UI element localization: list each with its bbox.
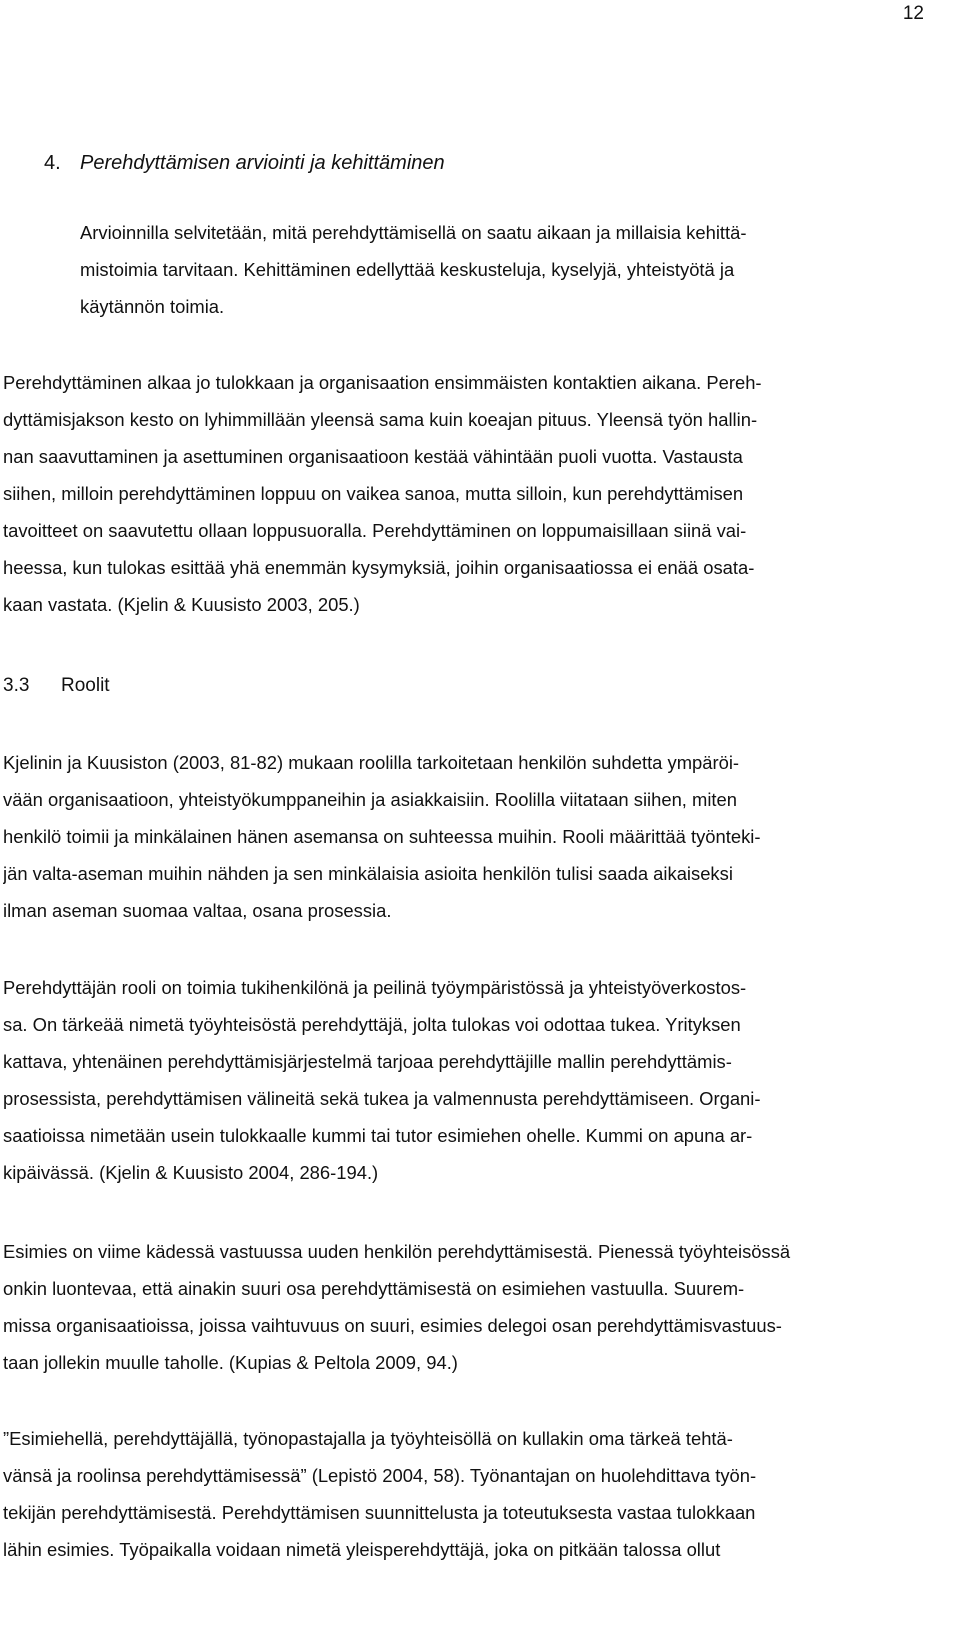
text-line: Arvioinnilla selvitetään, mitä perehdyttämisellä on saatu aikaan ja millaisia kehittä- <box>80 222 747 243</box>
text-line: sa. On tärkeää nimetä työyhteisöstä perehdyttäjä, jolta tulokas voi odottaa tukea. Yrityksen <box>3 1014 741 1035</box>
section-heading-number: 4. <box>44 152 61 174</box>
text-line: saatioissa nimetään usein tulokkaalle kummi tai tutor esimiehen ohelle. Kummi on apuna ar- <box>3 1125 753 1146</box>
text-line: tekijän perehdyttämisestä. Perehdyttämisen suunnittelusta ja toteutuksesta vastaa tulokkaan <box>3 1502 756 1523</box>
subsection-heading-title: Roolit <box>61 675 110 696</box>
section-heading <box>44 150 445 176</box>
text-line: ilman aseman suomaa valtaa, osana prosessia. <box>3 900 392 921</box>
section-heading-title: Perehdyttämisen arviointi ja kehittäminen <box>80 152 445 174</box>
text-line: Kjelinin ja Kuusiston (2003, 81-82) mukaan roolilla tarkoitetaan henkilön suhdetta ympäröi- <box>3 752 740 773</box>
text-line: kipäivässä. (Kjelin & Kuusisto 2004, 286-194.) <box>3 1162 379 1183</box>
text-line: taan jollekin muulle taholle. (Kupias & Peltola 2009, 94.) <box>3 1352 458 1373</box>
text-line: kaan vastata. (Kjelin & Kuusisto 2003, 205.) <box>3 594 360 615</box>
text-line: Perehdyttäminen alkaa jo tulokkaan ja organisaation ensimmäisten kontaktien aikana. Pereh- <box>3 372 762 393</box>
page-number: 12 <box>902 3 924 24</box>
text-line: onkin luontevaa, että ainakin suuri osa perehdyttämisestä on esimiehen vastuulla. Suurem- <box>3 1278 745 1299</box>
text-line: vänsä ja roolinsa perehdyttämisessä” (Lepistö 2004, 58). Työnantajan on huolehdittava työn- <box>3 1465 757 1486</box>
intro-paragraph <box>80 214 930 325</box>
paragraph-supervisor-responsibility <box>3 1233 928 1381</box>
text-line: käytännön toimia. <box>80 296 225 317</box>
text-line: Esimies on viime kädessä vastuussa uuden henkilön perehdyttämisestä. Pienessä työyhteisössä <box>3 1241 791 1262</box>
paragraph-mentor-role <box>3 969 928 1191</box>
text-line: missa organisaatioissa, joissa vaihtuvuus on suuri, esimies delegoi osan perehdyttämisvastuus- <box>3 1315 782 1336</box>
text-line: dyttämisjakson kesto on lyhimmillään yleensä sama kuin koeajan pituus. Yleensä työn hallin- <box>3 409 758 430</box>
subsection-heading-number: 3.3 <box>3 675 30 696</box>
text-line: lähin esimies. Työpaikalla voidaan nimetä yleisperehdyttäjä, joka on pitkään talossa ollut <box>3 1539 721 1560</box>
text-line: prosessista, perehdyttämisen välineitä sekä tukea ja valmennusta perehdyttämiseen. Organi- <box>3 1088 761 1109</box>
subsection-heading <box>3 673 110 699</box>
text-line: siihen, milloin perehdyttäminen loppuu on vaikea sanoa, mutta silloin, kun perehdyttämisen <box>3 483 744 504</box>
text-line: henkilö toimii ja minkälainen hänen asemansa on suhteessa muihin. Rooli määrittää työnteki- <box>3 826 761 847</box>
text-line: tavoitteet on saavutettu ollaan loppusuoralla. Perehdyttäminen on loppumaisillaan siinä vai- <box>3 520 747 541</box>
paragraph-roles-definition <box>3 744 928 929</box>
text-line: Perehdyttäjän rooli on toimia tukihenkilönä ja peilinä työympäristössä ja yhteistyöverkostos- <box>3 977 747 998</box>
text-line: mistoimia tarvitaan. Kehittäminen edellyttää keskusteluja, kyselyjä, yhteistyötä ja <box>80 259 735 280</box>
text-line: jän valta-aseman muihin nähden ja sen minkälaisia asioita henkilön tulisi saada aikaiseksi <box>3 863 733 884</box>
text-line: nan saavuttaminen ja asettuminen organisaatioon kestää vähintään puoli vuotta. Vastausta <box>3 446 743 467</box>
text-line: ”Esimiehellä, perehdyttäjällä, työnopastajalla ja työyhteisöllä on kullakin oma tärkeä tehtä- <box>3 1428 733 1449</box>
text-line: heessa, kun tulokas esittää yhä enemmän kysymyksiä, joihin organisaatiossa ei enää osata- <box>3 557 755 578</box>
text-line: kattava, yhtenäinen perehdyttämisjärjestelmä tarjoaa perehdyttäjille mallin perehdyttämis- <box>3 1051 732 1072</box>
paragraph-onboarding-duration <box>3 364 928 623</box>
paragraph-quote-lepisto <box>3 1420 928 1568</box>
text-line: vään organisaatioon, yhteistyökumppaneihin ja asiakkaisiin. Roolilla viitataan siihen, miten <box>3 789 738 810</box>
